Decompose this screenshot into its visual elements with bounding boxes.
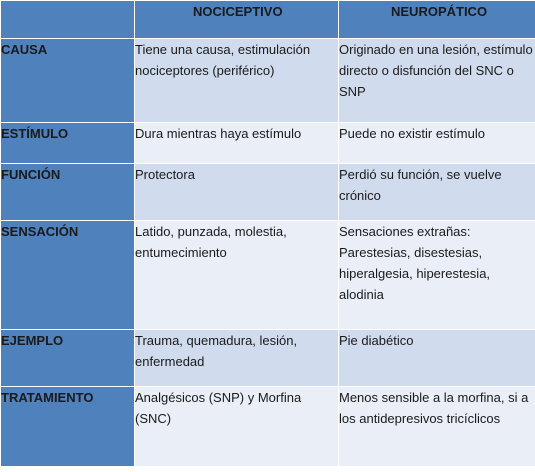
header-neuropatico-label: NEUROPÁTICO [391,4,488,19]
cell-neuropatico-ejemplo: Pie diabético [339,330,535,387]
cell-nociceptivo-sensacion: Latido, punzada, molestia, entumecimiento [135,221,339,330]
cell-neuropatico-estimulo: Puede no existir estímulo [339,123,535,164]
row-label-tratamiento: TRATAMIENTO [1,387,135,467]
table-row-estimulo [1,123,535,164]
cell-nociceptivo-estimulo: Dura mientras haya estímulo [135,123,339,164]
table-row-sensacion [1,221,535,330]
cell-nociceptivo-ejemplo: Trauma, quemadura, lesión, enfermedad [135,330,339,387]
table-row-causa [1,39,535,123]
header-nociceptivo-label: NOCICEPTIVO [193,4,283,19]
table-row-funcion [1,164,535,221]
row-label-sensacion: SENSACIÓN [1,221,135,330]
cell-nociceptivo-funcion: Protectora [135,164,339,221]
header-neuropatico [339,1,535,39]
table-row-ejemplo [1,330,535,387]
cell-nociceptivo-causa: Tiene una causa, estimulación nociceptores (periférico) [135,39,339,123]
row-label-funcion: FUNCIÓN [1,164,135,221]
cell-neuropatico-tratamiento: Menos sensible a la morfina, si a los antidepresivos tricíclicos [339,387,535,467]
cell-neuropatico-causa: Originado en una lesión, estímulo directo o disfunción del SNC o SNP [339,39,535,123]
row-label-estimulo: ESTÍMULO [1,123,135,164]
cell-nociceptivo-tratamiento: Analgésicos (SNP) y Morfina (SNC) [135,387,339,467]
row-label-ejemplo: EJEMPLO [1,330,135,387]
header-row [1,1,535,39]
header-nociceptivo [135,1,339,39]
row-label-causa: CAUSA [1,39,135,123]
cell-neuropatico-sensacion: Sensaciones extrañas: Parestesias, disestesias, hiperalgesia, hiperestesia, alodinia [339,221,535,330]
header-corner-cell [1,1,135,39]
table-row-tratamiento [1,387,535,467]
cell-neuropatico-funcion: Perdió su función, se vuelve crónico [339,164,535,221]
